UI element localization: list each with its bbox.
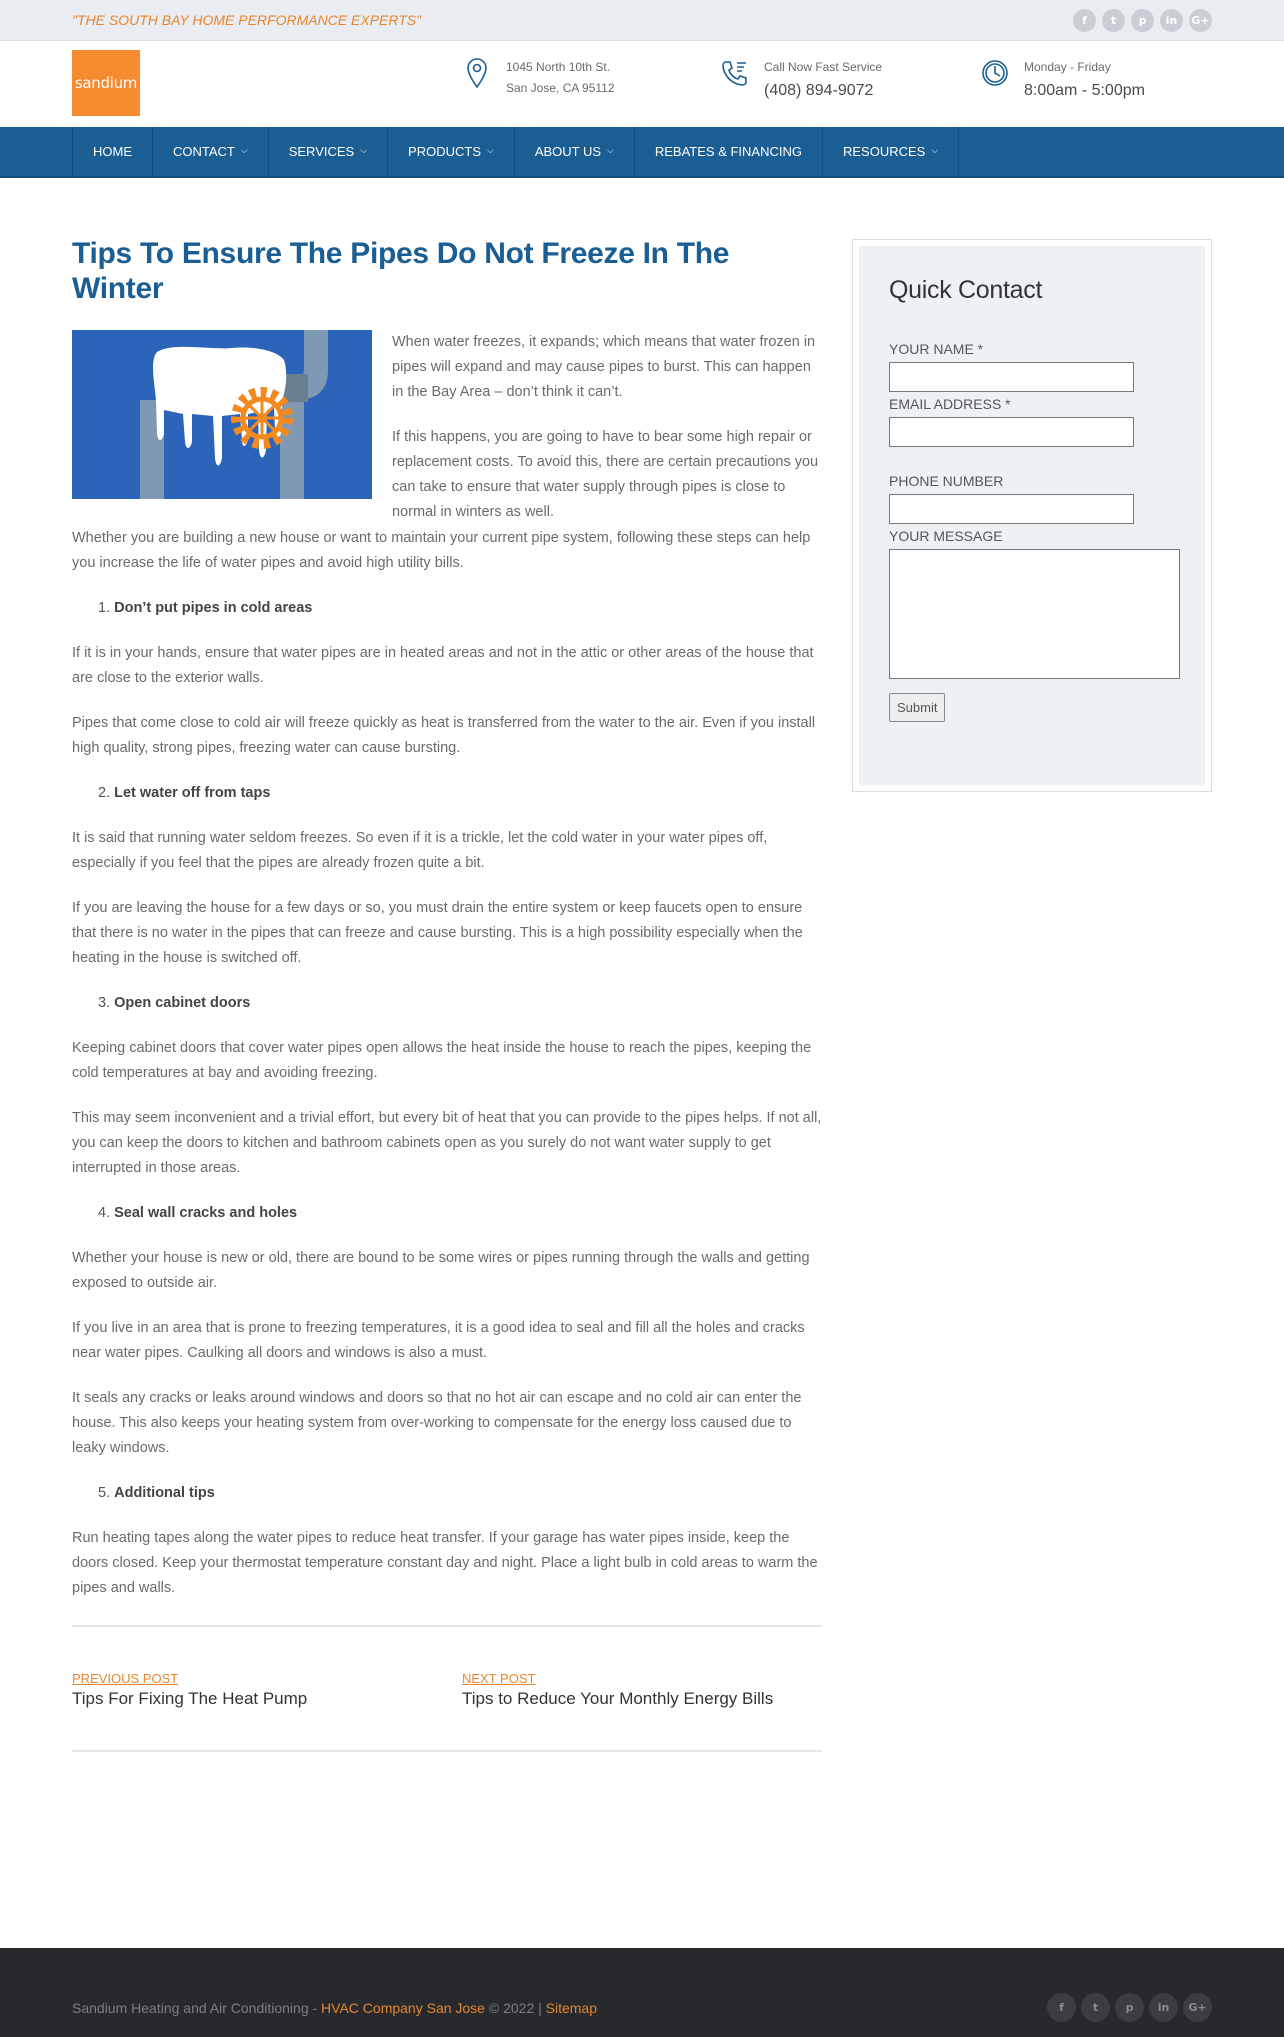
facebook-icon[interactable]: f <box>1073 9 1096 32</box>
post-title: Tips To Ensure The Pipes Do Not Freeze In The Winter <box>72 237 730 305</box>
list-item-tip-3 <box>98 991 822 1016</box>
top-bar <box>0 0 1284 41</box>
chevron-down-icon: ⌵ <box>607 145 614 155</box>
nav-item-contact[interactable] <box>153 127 269 176</box>
address-line2: San Jose, CA 95112 <box>506 81 615 95</box>
tip-heading: Don’t put pipes in cold areas <box>114 600 313 616</box>
nav-label: SERVICES <box>288 144 355 159</box>
chevron-down-icon: ⌵ <box>240 145 248 155</box>
list-item-tip-5 <box>98 1481 822 1506</box>
site-header <box>0 42 1284 127</box>
previous-post-label[interactable]: PREVIOUS POST <box>72 1671 179 1686</box>
list-number: 2. <box>98 785 111 801</box>
tagline: "THE SOUTH BAY HOME PERFORMANCE EXPERTS" <box>72 12 422 28</box>
email-field[interactable] <box>889 417 1134 447</box>
paragraph: It is said that running water seldom freezes. So even if it is a trickle, let the cold water in your water pipes off, especially if you feel that the pipes are already frozen quite a bit. <box>72 830 768 871</box>
main-navigation <box>0 127 1284 178</box>
hours-info <box>980 56 1145 104</box>
email-label: EMAIL ADDRESS * <box>889 396 1011 412</box>
nav-item-services[interactable] <box>269 127 388 176</box>
phone-label: Call Now Fast Service <box>764 60 883 74</box>
social-links-top <box>1073 9 1212 32</box>
google-plus-icon[interactable]: G+ <box>1189 9 1212 32</box>
paragraph: It seals any cracks or leaks around windows and doors so that no hot air can escape and no cold air can enter the house. This also keeps your heating system from over-working to compensate for the energy loss caused due to leaky windows. <box>72 1390 802 1456</box>
twitter-icon[interactable]: t <box>1081 1993 1110 2022</box>
post-content <box>72 236 822 1752</box>
next-post-label[interactable]: NEXT POST <box>462 1671 536 1686</box>
hours-time: 8:00am - 5:00pm <box>1024 82 1145 99</box>
linkedin-icon[interactable]: in <box>1160 9 1183 32</box>
footer-year: © 2022 | <box>484 2000 546 2016</box>
footer-sitemap-link[interactable]: Sitemap <box>545 2000 597 2016</box>
pinterest-icon[interactable]: p <box>1131 9 1154 32</box>
paragraph: When water freezes, it expands; which means that water frozen in pipes will expand and may cause pipes to burst. This can happen in the Bay Area – don’t think it can’t. <box>392 334 816 400</box>
nav-item-about-us[interactable] <box>515 127 635 176</box>
quick-contact-widget <box>852 239 1212 792</box>
tip-heading: Seal wall cracks and holes <box>114 1205 298 1221</box>
chevron-down-icon: ⌵ <box>931 145 939 155</box>
linkedin-icon[interactable]: in <box>1149 1993 1178 2022</box>
nav-label: PRODUCTS <box>408 144 481 159</box>
footer-hvac-link[interactable]: HVAC Company San Jose <box>321 2000 485 2016</box>
previous-post-link[interactable] <box>72 1671 307 1709</box>
map-pin-icon <box>462 56 492 90</box>
address-info <box>462 56 615 98</box>
site-footer <box>0 1948 1284 2037</box>
pinterest-icon[interactable]: p <box>1115 1993 1144 2022</box>
nav-label: ABOUT US <box>534 144 602 159</box>
list-item-tip-4 <box>98 1201 822 1226</box>
nav-item-resources[interactable] <box>823 127 959 176</box>
chevron-down-icon: ⌵ <box>487 145 494 155</box>
clock-icon <box>980 56 1010 90</box>
list-item-tip-2 <box>98 781 822 806</box>
chevron-down-icon: ⌵ <box>360 145 368 155</box>
paragraph: Keeping cabinet doors that cover water pipes open allows the heat inside the house to reach the pipes, keeping the cold temperatures at bay and avoiding freezing. <box>72 1040 812 1081</box>
paragraph: If you are leaving the house for a few days or so, you must drain the entire system or keep faucets open to ensure that there is no water in the pipes that can freeze and cause bursting. This is a high possibility especially when the heating in the house is switched off. <box>72 900 803 966</box>
twitter-icon[interactable]: t <box>1102 9 1125 32</box>
next-post-link[interactable] <box>462 1671 773 1709</box>
list-number: 3. <box>98 995 111 1011</box>
tip-heading: Additional tips <box>114 1485 215 1501</box>
footer-company: Sandium Heating and Air Conditioning - <box>72 2000 322 2016</box>
list-number: 1. <box>98 600 111 616</box>
paragraph: Whether your house is new or old, there are bound to be some wires or pipes running through the walls and getting exposed to outside air. <box>72 1250 810 1291</box>
message-label: YOUR MESSAGE <box>889 528 1003 544</box>
frozen-pipe-illustration <box>72 330 372 499</box>
paragraph: If it is in your hands, ensure that water pipes are in heated areas and not in the attic or other areas of the house that are close to the exterior walls. <box>72 645 814 686</box>
paragraph: Run heating tapes along the water pipes to reduce heat transfer. If your garage has water pipes inside, keep the doors closed. Keep your thermostat temperature constant day and night. Place a light bulb in cold areas to warm the pipes and walls. <box>72 1530 818 1596</box>
previous-post-title[interactable]: Tips For Fixing The Heat Pump <box>72 1689 308 1708</box>
list-number: 4. <box>98 1205 111 1221</box>
phone-field[interactable] <box>889 494 1134 524</box>
hours-label: Monday - Friday <box>1024 60 1111 74</box>
nav-label: HOME <box>93 144 132 159</box>
facebook-icon[interactable]: f <box>1047 1993 1076 2022</box>
nav-item-products[interactable] <box>388 127 515 176</box>
tip-heading: Open cabinet doors <box>114 995 251 1011</box>
paragraph: Whether you are building a new house or want to maintain your current pipe system, following these steps can help you increase the life of water pipes and avoid high utility bills. <box>72 530 811 571</box>
paragraph: If this happens, you are going to have to bear some high repair or replacement costs. To avoid this, there are certain precautions you can take to ensure that water supply through pipes is close to normal in winters as well. <box>392 429 819 520</box>
message-field[interactable] <box>889 549 1180 679</box>
nav-label: REBATES & FINANCING <box>654 144 802 159</box>
list-item-tip-1 <box>98 596 822 621</box>
post-intro <box>72 330 822 526</box>
paragraph: This may seem inconvenient and a trivial effort, but every bit of heat that you can provide to the pipes helps. If not all, you can keep the doors to kitchen and bathroom cabinets open as you surely do not want water supply to get interrupted in those areas. <box>72 1110 822 1176</box>
phone-number[interactable]: (408) 894-9072 <box>764 82 874 99</box>
phone-label: PHONE NUMBER <box>889 473 1004 489</box>
name-label: YOUR NAME * <box>889 341 984 357</box>
submit-button[interactable]: Submit <box>889 693 945 722</box>
nav-item-home[interactable] <box>73 127 153 176</box>
tip-heading: Let water off from taps <box>114 785 271 801</box>
post-navigation <box>72 1625 822 1752</box>
footer-copyright <box>72 2000 597 2016</box>
paragraph: Pipes that come close to cold air will freeze quickly as heat is transferred from the water to the air. Even if you install high quality, strong pipes, freezing water can cause bursting. <box>72 715 816 756</box>
phone-info <box>720 56 882 104</box>
phone-icon <box>720 56 750 90</box>
logo[interactable]: sandium <box>72 50 140 116</box>
google-plus-icon[interactable]: G+ <box>1183 1993 1212 2022</box>
list-number: 5. <box>98 1485 111 1501</box>
paragraph: If you live in an area that is prone to freezing temperatures, it is a good idea to seal and fill all the holes and cracks near water pipes. Caulking all doors and windows is also a must. <box>72 1320 805 1361</box>
next-post-title[interactable]: Tips to Reduce Your Monthly Energy Bills <box>462 1689 774 1708</box>
widget-title: Quick Contact <box>889 276 1043 304</box>
nav-label: RESOURCES <box>843 144 926 159</box>
social-links-footer <box>1047 1993 1212 2022</box>
nav-item-rebates-financing[interactable] <box>635 127 823 176</box>
nav-label: CONTACT <box>173 144 235 159</box>
name-field[interactable] <box>889 362 1134 392</box>
address-line1: 1045 North 10th St. <box>506 60 611 74</box>
